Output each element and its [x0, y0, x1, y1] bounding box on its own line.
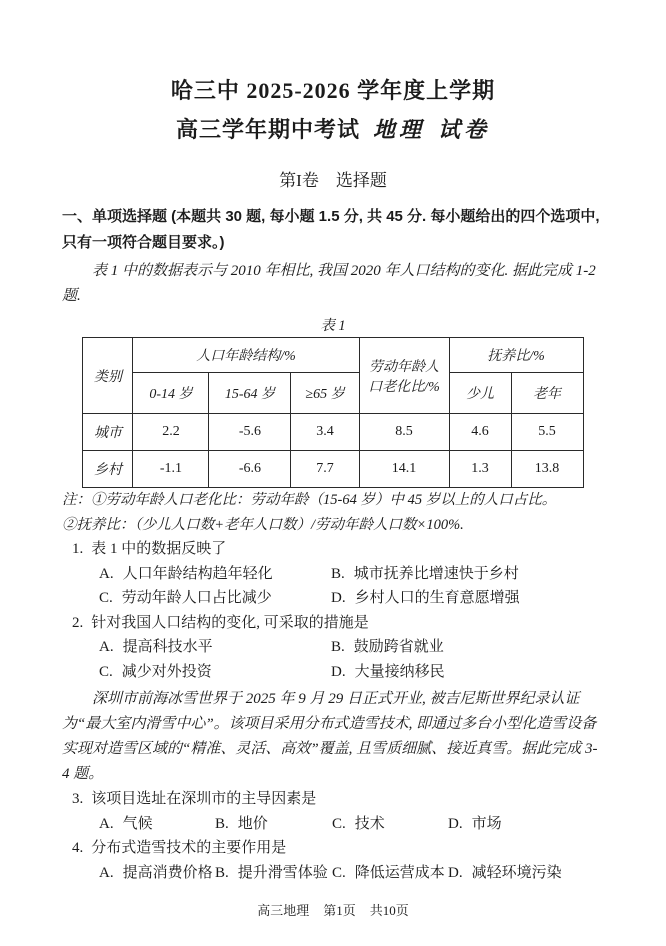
question-1: [62, 537, 604, 611]
question-4-stem: [72, 836, 604, 861]
table-cell: 5.5: [511, 414, 583, 451]
exam-paper-type: 试卷: [438, 117, 491, 142]
question-number: 3.: [72, 791, 84, 807]
note-2: ②抚养比：（少儿人口数+老年人口数）/劳动年龄人口数×100%.: [62, 516, 464, 533]
option-c: C. 降低运营成本: [332, 864, 445, 881]
table-header-child: 少儿: [449, 373, 511, 414]
question-3-options: [99, 812, 604, 837]
exam-title-line1: 哈三中 2025-2026 学年度上学期: [170, 78, 496, 103]
footer-page-total: 共10页: [369, 903, 409, 918]
option-b: B. 地价: [215, 815, 268, 832]
footer-page-number: 第1页: [323, 903, 356, 918]
question-number: 4.: [72, 840, 84, 856]
table-notes: [62, 488, 604, 537]
table-header-elder: 老年: [511, 373, 583, 414]
page-footer: [0, 900, 666, 919]
option-b: B. 鼓励跨省就业: [331, 639, 444, 655]
question-text: 针对我国人口结构的变化, 可采取的措施是: [91, 614, 369, 631]
question-3-stem: [72, 787, 604, 812]
table-header-row-2: [83, 373, 583, 414]
table-cell: 14.1: [359, 451, 449, 488]
option-b: B. 提升滑雪体验: [215, 864, 328, 881]
table-cell-category: 乡村: [83, 451, 133, 488]
option-b: B. 城市抚养比增速快于乡村: [331, 565, 519, 582]
table-cell: 13.8: [511, 451, 583, 488]
option-d: D. 大量接纳移民: [331, 663, 445, 680]
question-1-stem: [72, 537, 604, 562]
option-d: D. 市场: [448, 815, 502, 832]
table-cell: 4.6: [449, 414, 511, 451]
table-header-age-0-14: 0-14 岁: [133, 373, 209, 414]
table-header-dependency-ratio: 抚养比/%: [449, 338, 583, 373]
question-text: 表 1 中的数据反映了: [91, 541, 227, 557]
question-4-options: [99, 861, 604, 886]
option-a: A. 人口年龄结构趋年轻化: [99, 565, 273, 582]
table-cell: 2.2: [133, 414, 209, 451]
question-number: 1.: [72, 541, 84, 557]
option-a: A. 提高科技水平: [99, 639, 213, 655]
passage-2: 深圳市前海冰雪世界于 2025 年 9 月 29 日正式开业, 被吉尼斯世界纪录认证为“最大室内滑雪中心”。该项目采用分布式造雪技术, 即通过多台小型化造雪设备实现对造雪区域的“精准、灵活、高效”覆盖, 且雪质细腻、接近真雪。据此完成 3-4 题。: [62, 691, 598, 782]
table-header-age-15-64: 15-64 岁: [209, 373, 291, 414]
question-2-options: [99, 635, 604, 684]
table-cell: -5.6: [209, 414, 291, 451]
exam-title-line2-main: 高三学年期中考试: [175, 117, 360, 142]
table-header-category: 类别: [83, 338, 133, 414]
option-d: D. 乡村人口的生育意愿增强: [331, 590, 520, 606]
option-d: D. 减轻环境污染: [448, 864, 562, 881]
option-a: A. 提高消费价格: [99, 864, 213, 881]
exam-title-line2: [62, 113, 604, 144]
option-c: C. 劳动年龄人口占比减少: [99, 590, 272, 606]
part-heading: 第I卷 选择题: [279, 171, 387, 190]
table-header-row-1: [83, 338, 583, 373]
option-c: C. 减少对外投资: [99, 663, 212, 680]
table-header-age-structure: 人口年龄结构/%: [133, 338, 359, 373]
table-1: [82, 337, 583, 488]
option-c: C. 技术: [332, 815, 385, 832]
table-cell-category: 城市: [83, 414, 133, 451]
table-row-urban: [83, 414, 583, 451]
table-caption: 表 1: [320, 318, 346, 334]
question-number: 2.: [72, 614, 84, 631]
section-instructions: 一、单项选择题 (本题共 30 题, 每小题 1.5 分, 共 45 分. 每小题给出的四个选项中, 只有一项符合题目要求。): [62, 208, 600, 251]
question-3: [62, 787, 604, 836]
question-2-stem: [72, 611, 604, 636]
table-header-working-age-aging-ratio: 劳动年龄人口老化比/%: [359, 338, 449, 414]
question-2: [62, 611, 604, 685]
note-1: 注：①劳动年龄人口老化比：劳动年龄（15-64 岁）中 45 岁以上的人口占比。: [62, 492, 557, 508]
table-header-age-65-plus: ≥65 岁: [291, 373, 359, 414]
table-cell: 1.3: [449, 451, 511, 488]
question-text: 该项目选址在深圳市的主导因素是: [91, 791, 317, 807]
footer-course: 高三地理: [257, 903, 310, 918]
question-text: 分布式造雪技术的主要作用是: [91, 840, 287, 856]
table-cell: 8.5: [359, 414, 449, 451]
table-cell: 3.4: [291, 414, 359, 451]
passage-1: 表 1 中的数据表示与 2010 年相比, 我国 2020 年人口结构的变化. 据此完成 1-2 题.: [62, 263, 596, 304]
table-cell: -6.6: [209, 451, 291, 488]
exam-subject: 地理: [372, 117, 425, 142]
question-1-options: [99, 562, 604, 611]
option-a: A. 气候: [99, 815, 153, 832]
table-cell: 7.7: [291, 451, 359, 488]
table-cell: -1.1: [133, 451, 209, 488]
table-row-rural: [83, 451, 583, 488]
question-4: [62, 836, 604, 885]
